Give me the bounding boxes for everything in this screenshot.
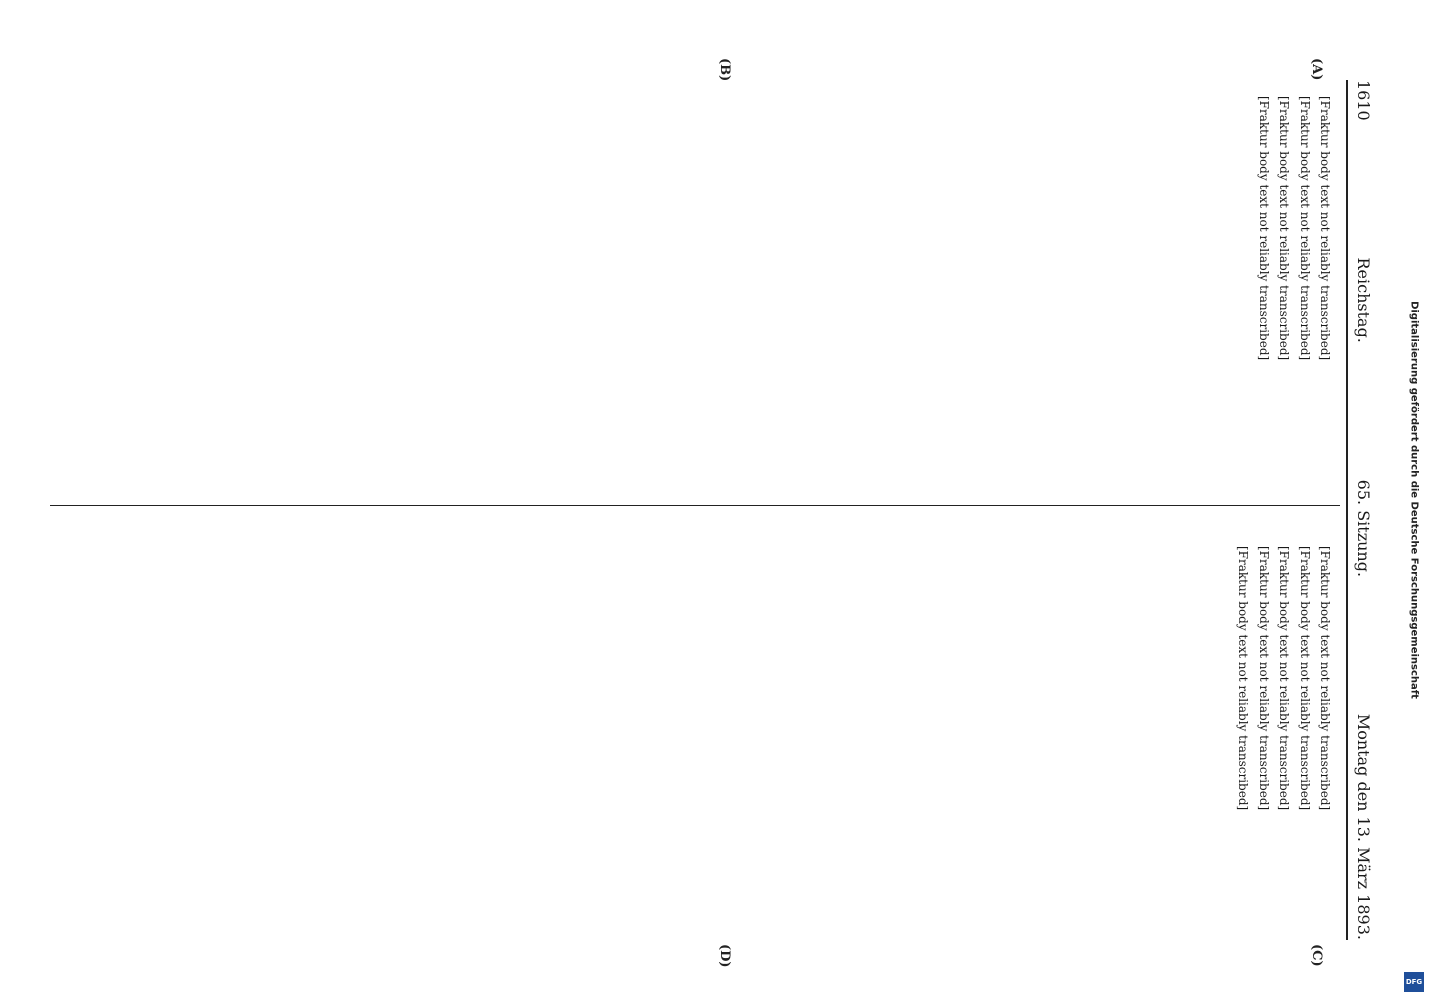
paragraph: [Fraktur body text not reliably transcribed] — [1236, 546, 1251, 811]
paragraph: [Fraktur body text not reliably transcribed] — [1277, 96, 1292, 361]
paragraph: [Fraktur body text not reliably transcribed] — [1256, 96, 1271, 361]
paragraph: [Fraktur body text not reliably transcribed] — [1318, 546, 1332, 811]
digitization-credit — [1402, 0, 1426, 1000]
column-divider — [50, 505, 1340, 506]
margin-mark-d: (D) — [717, 944, 732, 968]
margin-mark-c: (C) — [1309, 944, 1324, 967]
left-column — [1250, 80, 1332, 490]
paragraph: [Fraktur body text not reliably transcribed] — [1318, 96, 1332, 361]
page-number: 1610 — [1354, 80, 1374, 121]
right-column — [1230, 530, 1332, 940]
paragraph: [Fraktur body text not reliably transcribed] — [1256, 546, 1271, 811]
page-header — [1344, 80, 1384, 940]
header-rule — [1346, 80, 1348, 940]
paragraph: [Fraktur body text not reliably transcribed] — [1297, 96, 1312, 361]
session-date: Montag den 13. März 1893. — [1354, 713, 1374, 940]
digitization-credit-text: Digitalisierung gefördert durch die Deutsche Forschungsgemeinschaft — [1408, 301, 1420, 699]
dfg-logo: DFG — [1404, 972, 1424, 992]
publication-title: Reichstag. — [1354, 257, 1374, 343]
paragraph: [Fraktur body text not reliably transcribed] — [1297, 546, 1312, 811]
margin-mark-a: (A) — [1309, 58, 1324, 81]
margin-mark-b: (B) — [717, 58, 732, 82]
session-label: 65. Sitzung. — [1354, 479, 1374, 578]
paragraph: [Fraktur body text not reliably transcribed] — [1277, 546, 1292, 811]
